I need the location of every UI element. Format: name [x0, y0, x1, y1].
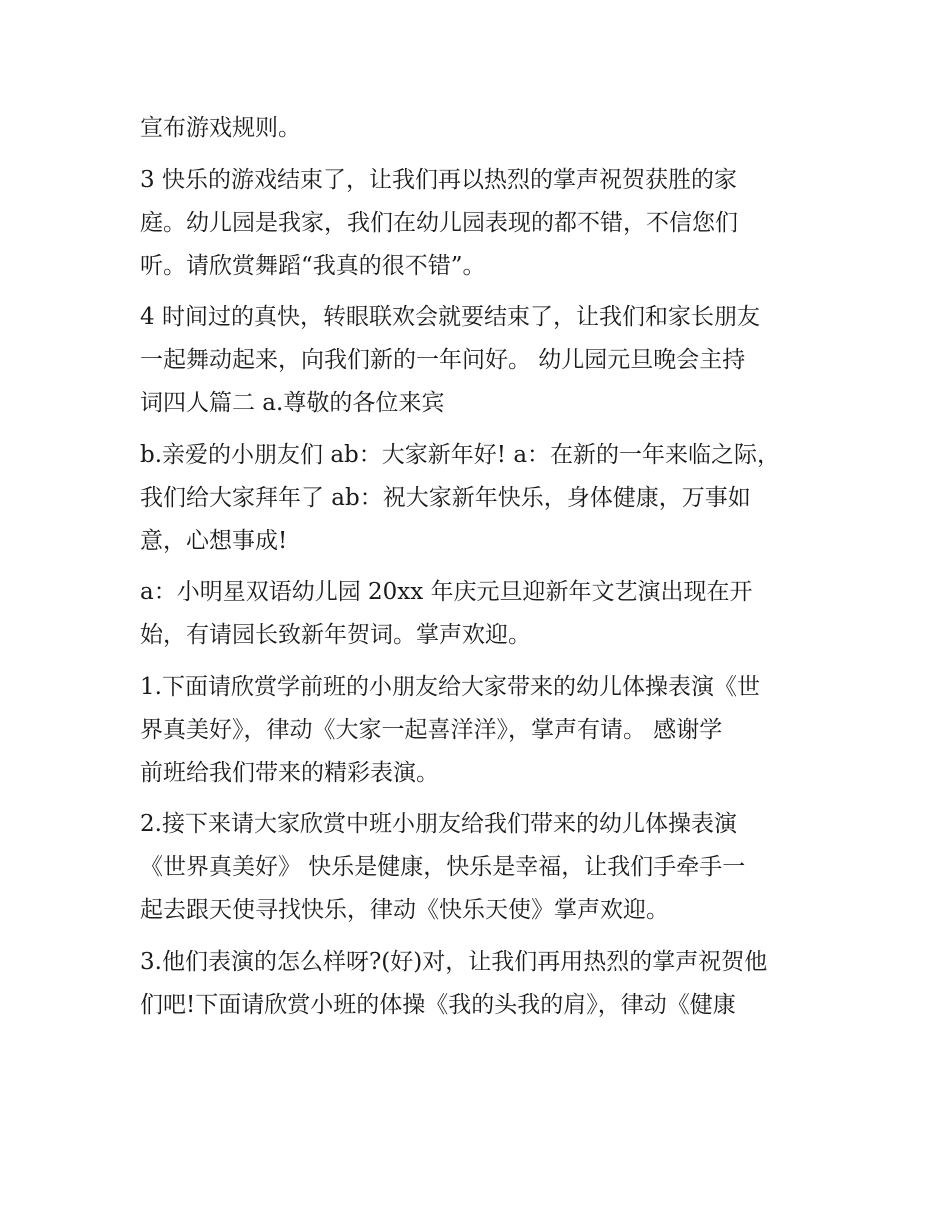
- text-line: b.亲爱的小朋友们 ab：大家新年好! a：在新的一年来临之际，: [140, 441, 781, 468]
- document-body: [140, 107, 820, 1027]
- text-line: 1.下面请欣赏学前班的小朋友给大家带来的幼儿体操表演《世: [140, 673, 760, 700]
- text-line: 意，心想事成!: [140, 527, 288, 554]
- text-line: 界真美好》，律动《大家一起喜洋洋》，掌声有请。 感谢学: [140, 716, 723, 743]
- text-line: 起去跟天使寻找快乐，律动《快乐天使》掌声欢迎。: [140, 897, 669, 923]
- text-line: 词四人篇二 a.尊敬的各位来宾: [140, 390, 445, 416]
- text-line: 《世界真美好》 快乐是健康，快乐是幸福，让我们手牵手一: [140, 854, 746, 880]
- text-line: 前班给我们带来的精彩表演。: [140, 759, 439, 786]
- text-line: 庭。幼儿园是我家，我们在幼儿园表现的都不错，不信您们: [140, 209, 738, 236]
- text-line: 听。请欣赏舞蹈“我真的很不错”。: [140, 252, 486, 279]
- text-line: 2.接下来请大家欣赏中班小朋友给我们带来的幼儿体操表演: [140, 811, 737, 837]
- text-line: 始，有请园长致新年贺词。掌声欢迎。: [140, 622, 531, 648]
- text-line: 宣布游戏规则。: [140, 115, 301, 141]
- text-line: 们吧!下面请欣赏小班的体操《我的头我的肩》，律动《健康: [140, 991, 736, 1018]
- text-line: 我们给大家拜年了 ab：祝大家新年快乐，身体健康，万事如: [140, 484, 751, 511]
- text-line: 4 时间过的真快，转眼联欢会就要结束了，让我们和家长朋友: [140, 304, 760, 330]
- text-line: 3.他们表演的怎么样呀?(好)对，让我们再用热烈的掌声祝贺他: [140, 948, 768, 975]
- text-line: 一起舞动起来，向我们新的一年问好。 幼儿园元旦晚会主持: [140, 347, 746, 373]
- text-line: 3 快乐的游戏结束了，让我们再以热烈的掌声祝贺获胜的家: [140, 166, 737, 193]
- text-line: a：小明星双语幼儿园 20xx 年庆元旦迎新年文艺演出现在开: [140, 579, 753, 605]
